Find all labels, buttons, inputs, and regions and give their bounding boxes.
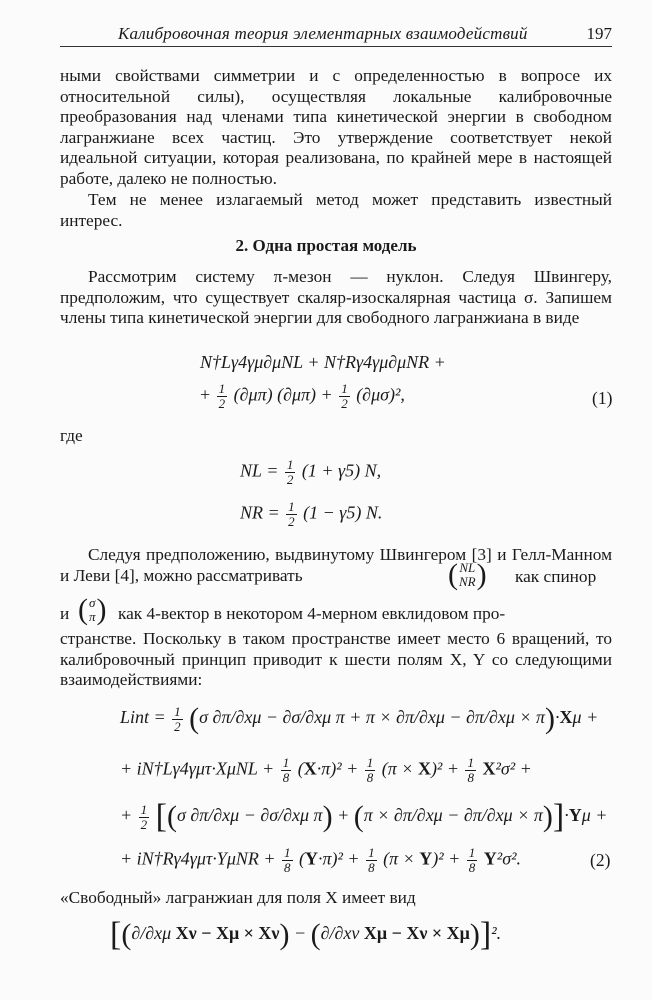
paragraph-4e: странстве. Поскольку в таком пространстве имеет место 6 вращений, то калибровочный принцип приводит к шести полям X, Y со следующими взаимодействиями: — [60, 629, 612, 690]
paragraph-4a: Следуя предположению, выдвинутому Швингером [3] и Гелл-Манном и Леви [4], можно рассматривать — [60, 545, 612, 585]
paragraph-5: «Свободный» лагранжиан для поля X имеет вид — [60, 888, 416, 907]
and-text: и — [60, 604, 70, 623]
equation-1-line-1: N†Lγ4γμ∂μNL + N†Rγ4γμ∂μNR + — [200, 352, 446, 372]
equation-1-line-2: + $\frac{1}{2}$ (∂μπ) (∂μπ) + $\frac{1}{2}$ (∂μσ)², — [200, 381, 405, 411]
equation-2-line-1: Lint = $\frac{1}{2}$ (σ ∂π/∂xμ − ∂σ/∂xμ π + π × ∂π/∂xμ − ∂π/∂xμ × π)·Xμ + — [120, 702, 599, 735]
fraction-half: $\frac{1}{2}$ — [341, 381, 348, 411]
equation-2-line-3: + $\frac{1}{2}$ [(σ ∂π/∂xμ − ∂σ/∂xμ π) + (π × ∂π/∂xμ − ∂π/∂xμ × π)]·Yμ + — [120, 798, 608, 835]
equation-2-line-4: + iN†Rγ4γμτ·YμNR + $\frac{1}{8}$ (Y·π)² + $\frac{1}{8}$ (π × Y)² + $\frac{1}{8}$ Y²σ². — [120, 845, 521, 875]
fraction-half: $\frac{1}{2}$ — [218, 381, 226, 411]
equation-1-label: (1) — [592, 388, 613, 408]
paragraph-4d: как 4-вектор в некотором 4-мерном евклидовом про- — [118, 604, 506, 623]
as-spinor-text: как спинор — [515, 567, 597, 586]
paragraph-3: Рассмотрим систему π-мезон — нуклон. Следуя Швингеру, предположим, что существует скаляр-изоскалярная частица σ. Запишем члены типа кинетической энергии для свободного лагранжиана в виде — [60, 267, 612, 328]
free-lagrangian-equation: [(∂/∂xμ Xν − Xμ × Xν) − (∂/∂xν Xμ − Xν × Xμ)]². — [110, 916, 502, 953]
running-header — [60, 22, 612, 47]
running-title: Калибровочная теория элементарных взаимодействий — [118, 24, 528, 43]
equation-2-label: (2) — [590, 850, 611, 870]
where-text: где — [60, 426, 83, 445]
page-number: 197 — [586, 24, 612, 43]
paragraph-2: Тем не менее излагаемый метод может представить известный интерес. — [60, 190, 612, 230]
nr-definition: NR = $\frac{1}{2}$ (1 − γ5) N. — [240, 499, 383, 529]
section-heading: 2. Одна простая модель — [235, 236, 417, 255]
nl-definition: NL = $\frac{1}{2}$ (1 + γ5) N, — [240, 457, 382, 487]
paragraph-1: ными свойствами симметрии и с определенностью в вопросе их относительной силы), осуществляя локальные калибровочные преобразования над членами типа кинетической энергии в свободном лагранжиане всех частиц. Это утверждение соответствует некой идеальной ситуации, которая реализована, по крайней мере в настоящей работе, далеко не полностью. — [60, 66, 612, 188]
spinor-vector: ( NL NR ) — [448, 558, 487, 591]
euclidean-vector: ( σ π ) — [78, 593, 107, 626]
equation-2-line-2: + iN†Lγ4γμτ·XμNL + $\frac{1}{8}$ (X·π)² + $\frac{1}{8}$ (π × X)² + $\frac{1}{8}$ X²σ² + — [120, 755, 532, 785]
